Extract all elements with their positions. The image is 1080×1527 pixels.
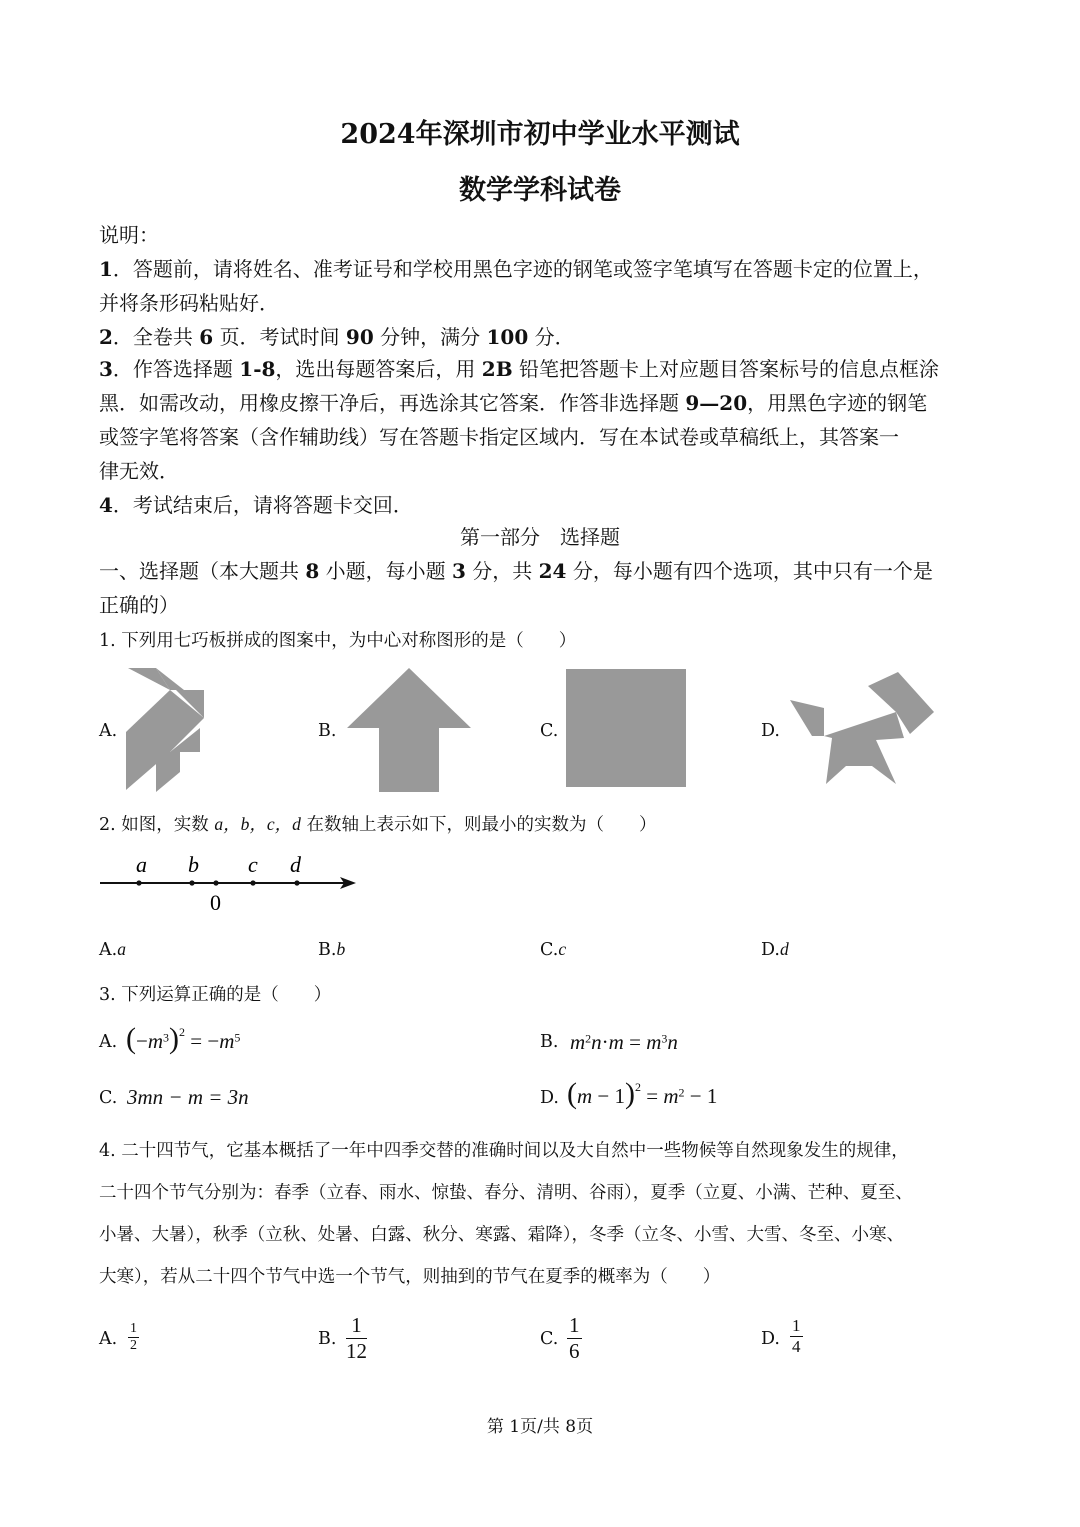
instruction-3-line-1: 3．作答选择题 1-8，选出每题答案后，用 2B 铅笔把答题卡上对应题目答案标号的信息点框涂 [99, 357, 939, 381]
q3-label-d: D. [540, 1088, 559, 1108]
q2-option-d: D.d [761, 939, 789, 960]
number-line [96, 850, 360, 920]
label-d: d [290, 852, 301, 877]
instruction-2: 2．全卷共 6 页．考试时间 90 分钟，满分 100 分． [99, 325, 575, 349]
instruction-4: 4．考试结束后，请将答题卡交回． [99, 493, 413, 517]
q1-label-d: D. [761, 721, 780, 741]
q4-label-b: B. [318, 1329, 337, 1349]
label-c: c [248, 852, 258, 877]
tangram-rabbit-icon [122, 668, 206, 792]
q4-option-b-fraction: $\frac{1}{12}$ [346, 1313, 367, 1363]
q4-option-c-fraction: $\frac{1}{6}$ [569, 1313, 580, 1363]
q3-label-c: C. [99, 1088, 118, 1108]
q4-line-1: 4. 二十四节气，它基本概括了一年中四季交替的准确时间以及大自然中一些物候等自然现象发生的规律， [99, 1141, 909, 1161]
instruction-3-line-2: 黑．如需改动，用橡皮擦干净后，再选涂其它答案．作答非选择题 9—20，用黑色字迹的钢笔 [99, 391, 928, 415]
q4-label-d: D. [761, 1329, 780, 1349]
q2-option-c: C.c [540, 939, 567, 960]
q1-label-b: B. [318, 721, 337, 741]
instructions-heading: 说明： [99, 223, 159, 247]
q4-option-d-fraction: $\frac{1}{4}$ [792, 1316, 801, 1356]
page-subtitle: 数学学科试卷 [459, 175, 621, 206]
q4-line-2: 二十四个节气分别为：春季（立春、雨水、惊蛰、春分、清明、谷雨），夏季（立夏、小满、芒种、夏至、 [99, 1183, 913, 1203]
q2-option-b: B.b [318, 939, 346, 960]
page-footer: 第 1页/共 8页 [486, 1417, 594, 1437]
section-heading-line-2: 正确的） [99, 593, 179, 617]
instruction-3-line-3: 或签字笔将答案（含作辅助线）写在答题卡指定区域内．写在本试卷或草稿纸上，其答案一 [99, 425, 899, 449]
label-origin: 0 [210, 890, 221, 915]
section-heading-line-1: 一、选择题（本大题共 8 小题，每小题 3 分，共 24 分，每小题有四个选项，其中只有一个是 [99, 559, 933, 583]
instruction-1-line-1: 1．答题前，请将姓名、准考证号和学校用黑色字迹的钢笔或签字笔填写在答题卡定的位置上， [99, 257, 933, 281]
q4-label-a: A. [99, 1329, 118, 1349]
point-a [136, 880, 141, 885]
q1-label-a: A. [99, 721, 118, 741]
q2-stem: 2. 如图，实数 a，b，c，d 在数轴上表示如下，则最小的实数为（ ） [99, 814, 657, 835]
point-d [294, 880, 299, 885]
q3-stem: 3. 下列运算正确的是（ ） [99, 985, 332, 1005]
q3-option-c-expr: 3mn − m = 3n [127, 1085, 249, 1109]
tangram-square-icon [566, 669, 687, 788]
tangram-dog-icon [788, 672, 936, 786]
label-a: a [136, 852, 147, 877]
q4-line-4: 大寒），若从二十四个节气中选一个节气，则抽到的节气在夏季的概率为（ ） [99, 1267, 721, 1287]
q3-option-b-expr: $m^2n\cdot m = m^3n$ [570, 1030, 678, 1054]
page-title: 2024年深圳市初中学业水平测试 [340, 119, 740, 150]
point-origin [213, 880, 218, 885]
q3-label-a: A. [99, 1032, 118, 1052]
q2-option-a: A.a [99, 939, 126, 960]
point-b [189, 880, 194, 885]
q4-line-3: 小暑、大暑），秋季（立秋、处暑、白露、秋分、寒露、霜降），冬季（立冬、小雪、大雪、冬至、小寒、 [99, 1225, 904, 1245]
instruction-3-line-4: 律无效． [99, 459, 179, 483]
q1-stem: 1. 下列用七巧板拼成的图案中，为中心对称图形的是（ ） [99, 631, 577, 651]
q3-label-b: B. [540, 1032, 559, 1052]
label-b: b [188, 852, 199, 877]
tangram-arrow-house-icon [345, 668, 473, 792]
instruction-1-line-2: 并将条形码粘贴好． [99, 291, 279, 315]
q1-label-c: C. [540, 721, 559, 741]
q4-option-a-fraction: $\frac{1}{2}$ [130, 1321, 137, 1353]
q3-option-d-expr: $(m - 1)^2 = m^2 - 1$ [567, 1077, 718, 1110]
part-title: 第一部分 选择题 [460, 525, 620, 549]
q3-option-a-expr: $(-m^3)^2 = -m^5$ [126, 1022, 241, 1055]
point-c [250, 880, 255, 885]
q4-label-c: C. [540, 1329, 559, 1349]
